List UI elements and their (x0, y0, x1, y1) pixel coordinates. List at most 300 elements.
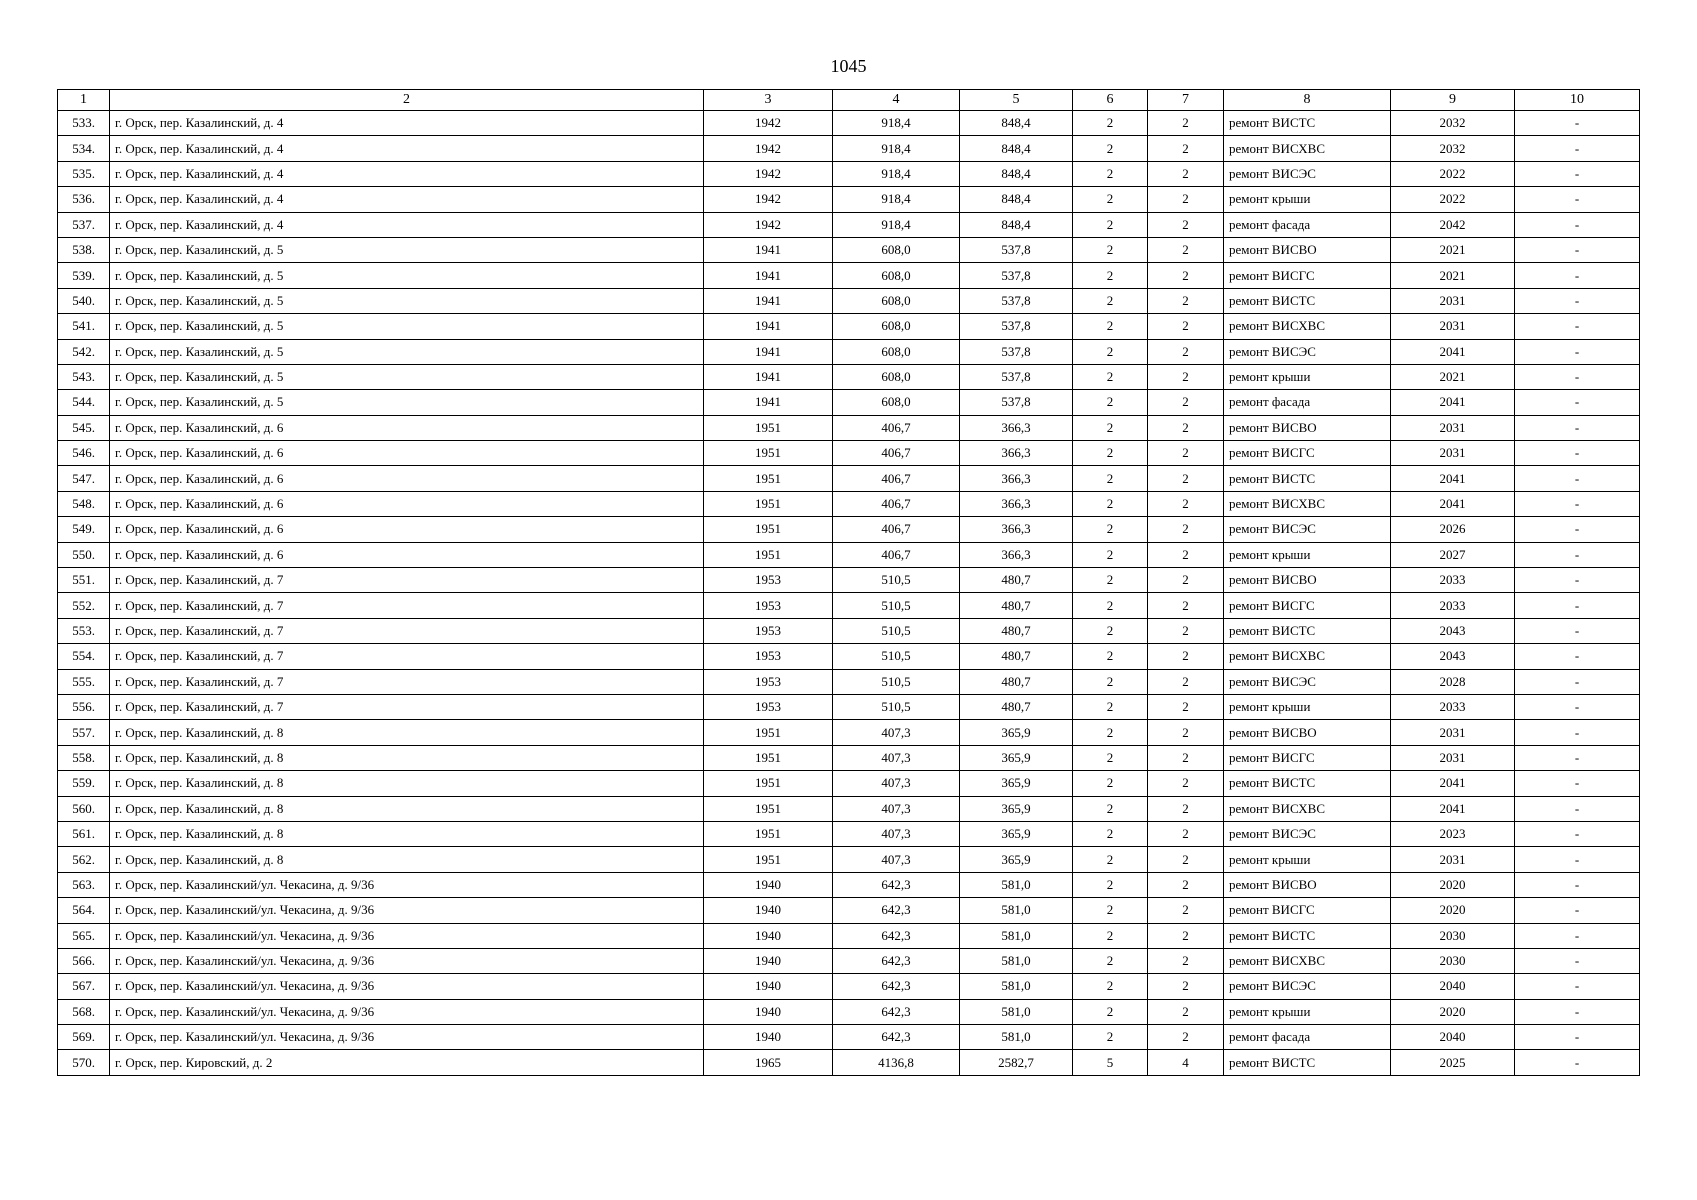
note-cell: - (1515, 593, 1640, 618)
row-index-cell: 542. (58, 339, 110, 364)
construction-year-cell: 1953 (704, 669, 833, 694)
table-row (58, 466, 1640, 491)
total-area-cell: 407,3 (833, 821, 960, 846)
entrances-cell: 2 (1148, 466, 1224, 491)
entrances-cell: 2 (1148, 948, 1224, 973)
entrances-cell: 2 (1148, 593, 1224, 618)
address-cell: г. Орск, пер. Казалинский, д. 4 (110, 161, 704, 186)
living-area-cell: 365,9 (960, 847, 1073, 872)
planned-year-cell: 2032 (1391, 111, 1515, 136)
work-type-cell: ремонт фасада (1224, 390, 1391, 415)
note-cell: - (1515, 263, 1640, 288)
table-row (58, 694, 1640, 719)
floors-cell: 2 (1073, 898, 1148, 923)
total-area-cell: 608,0 (833, 390, 960, 415)
planned-year-cell: 2021 (1391, 237, 1515, 262)
entrances-cell: 2 (1148, 237, 1224, 262)
row-index-cell: 566. (58, 948, 110, 973)
row-index-cell: 540. (58, 288, 110, 313)
living-area-cell: 366,3 (960, 542, 1073, 567)
construction-year-cell: 1951 (704, 821, 833, 846)
entrances-cell: 2 (1148, 847, 1224, 872)
floors-cell: 2 (1073, 136, 1148, 161)
living-area-cell: 848,4 (960, 136, 1073, 161)
address-cell: г. Орск, пер. Кировский, д. 2 (110, 1050, 704, 1075)
note-cell: - (1515, 187, 1640, 212)
table-row (58, 923, 1640, 948)
construction-year-cell: 1951 (704, 466, 833, 491)
living-area-cell: 366,3 (960, 491, 1073, 516)
entrances-cell: 2 (1148, 314, 1224, 339)
construction-year-cell: 1942 (704, 187, 833, 212)
planned-year-cell: 2040 (1391, 1025, 1515, 1050)
living-area-cell: 480,7 (960, 694, 1073, 719)
total-area-cell: 642,3 (833, 974, 960, 999)
planned-year-cell: 2030 (1391, 923, 1515, 948)
work-type-cell: ремонт ВИСЭС (1224, 974, 1391, 999)
construction-year-cell: 1942 (704, 212, 833, 237)
planned-year-cell: 2041 (1391, 390, 1515, 415)
row-index-cell: 558. (58, 745, 110, 770)
entrances-cell: 2 (1148, 187, 1224, 212)
work-type-cell: ремонт ВИСТС (1224, 923, 1391, 948)
planned-year-cell: 2026 (1391, 517, 1515, 542)
work-type-cell: ремонт фасада (1224, 212, 1391, 237)
row-index-cell: 547. (58, 466, 110, 491)
work-type-cell: ремонт ВИСВО (1224, 568, 1391, 593)
living-area-cell: 365,9 (960, 796, 1073, 821)
floors-cell: 2 (1073, 568, 1148, 593)
row-index-cell: 570. (58, 1050, 110, 1075)
note-cell: - (1515, 542, 1640, 567)
entrances-cell: 2 (1148, 898, 1224, 923)
floors-cell: 2 (1073, 771, 1148, 796)
address-cell: г. Орск, пер. Казалинский, д. 6 (110, 466, 704, 491)
total-area-cell: 510,5 (833, 593, 960, 618)
row-index-cell: 560. (58, 796, 110, 821)
entrances-cell: 2 (1148, 212, 1224, 237)
floors-cell: 2 (1073, 263, 1148, 288)
planned-year-cell: 2033 (1391, 593, 1515, 618)
table-row (58, 771, 1640, 796)
row-index-cell: 559. (58, 771, 110, 796)
address-cell: г. Орск, пер. Казалинский/ул. Чекасина, д. 9/36 (110, 898, 704, 923)
construction-year-cell: 1940 (704, 948, 833, 973)
address-cell: г. Орск, пер. Казалинский, д. 6 (110, 542, 704, 567)
row-index-cell: 569. (58, 1025, 110, 1050)
table-row (58, 593, 1640, 618)
note-cell: - (1515, 136, 1640, 161)
address-cell: г. Орск, пер. Казалинский, д. 4 (110, 187, 704, 212)
table-row (58, 948, 1640, 973)
row-index-cell: 568. (58, 999, 110, 1024)
note-cell: - (1515, 872, 1640, 897)
address-cell: г. Орск, пер. Казалинский, д. 8 (110, 720, 704, 745)
construction-year-cell: 1951 (704, 415, 833, 440)
construction-year-cell: 1951 (704, 745, 833, 770)
address-cell: г. Орск, пер. Казалинский, д. 8 (110, 847, 704, 872)
note-cell: - (1515, 568, 1640, 593)
address-cell: г. Орск, пер. Казалинский, д. 5 (110, 364, 704, 389)
living-area-cell: 366,3 (960, 415, 1073, 440)
total-area-cell: 407,3 (833, 771, 960, 796)
row-index-cell: 535. (58, 161, 110, 186)
address-cell: г. Орск, пер. Казалинский/ул. Чекасина, д. 9/36 (110, 872, 704, 897)
table-row (58, 187, 1640, 212)
living-area-cell: 365,9 (960, 821, 1073, 846)
work-type-cell: ремонт крыши (1224, 187, 1391, 212)
total-area-cell: 407,3 (833, 720, 960, 745)
work-type-cell: ремонт крыши (1224, 542, 1391, 567)
total-area-cell: 406,7 (833, 415, 960, 440)
work-type-cell: ремонт ВИСВО (1224, 415, 1391, 440)
living-area-cell: 581,0 (960, 872, 1073, 897)
address-cell: г. Орск, пер. Казалинский, д. 5 (110, 314, 704, 339)
address-cell: г. Орск, пер. Казалинский, д. 5 (110, 390, 704, 415)
address-cell: г. Орск, пер. Казалинский, д. 4 (110, 136, 704, 161)
construction-year-cell: 1940 (704, 1025, 833, 1050)
table-row (58, 720, 1640, 745)
construction-year-cell: 1942 (704, 161, 833, 186)
table-row (58, 745, 1640, 770)
table-row (58, 1025, 1640, 1050)
note-cell: - (1515, 237, 1640, 262)
floors-cell: 2 (1073, 872, 1148, 897)
total-area-cell: 510,5 (833, 644, 960, 669)
note-cell: - (1515, 669, 1640, 694)
living-area-cell: 365,9 (960, 720, 1073, 745)
planned-year-cell: 2027 (1391, 542, 1515, 567)
address-cell: г. Орск, пер. Казалинский, д. 7 (110, 568, 704, 593)
address-cell: г. Орск, пер. Казалинский, д. 4 (110, 212, 704, 237)
total-area-cell: 406,7 (833, 517, 960, 542)
total-area-cell: 510,5 (833, 694, 960, 719)
note-cell: - (1515, 644, 1640, 669)
table-row (58, 568, 1640, 593)
work-type-cell: ремонт ВИСЭС (1224, 517, 1391, 542)
living-area-cell: 848,4 (960, 212, 1073, 237)
construction-year-cell: 1940 (704, 923, 833, 948)
planned-year-cell: 2031 (1391, 847, 1515, 872)
address-cell: г. Орск, пер. Казалинский, д. 5 (110, 237, 704, 262)
total-area-cell: 642,3 (833, 898, 960, 923)
floors-cell: 2 (1073, 491, 1148, 516)
row-index-cell: 553. (58, 618, 110, 643)
row-index-cell: 533. (58, 111, 110, 136)
construction-year-cell: 1953 (704, 593, 833, 618)
address-cell: г. Орск, пер. Казалинский, д. 8 (110, 771, 704, 796)
work-type-cell: ремонт ВИСТС (1224, 288, 1391, 313)
planned-year-cell: 2041 (1391, 491, 1515, 516)
floors-cell: 2 (1073, 364, 1148, 389)
living-area-cell: 848,4 (960, 187, 1073, 212)
note-cell: - (1515, 821, 1640, 846)
row-index-cell: 557. (58, 720, 110, 745)
floors-cell: 2 (1073, 593, 1148, 618)
column-number-4: 4 (833, 90, 960, 111)
floors-cell: 2 (1073, 415, 1148, 440)
row-index-cell: 555. (58, 669, 110, 694)
entrances-cell: 2 (1148, 872, 1224, 897)
work-type-cell: ремонт фасада (1224, 1025, 1391, 1050)
total-area-cell: 406,7 (833, 542, 960, 567)
floors-cell: 2 (1073, 441, 1148, 466)
table-row (58, 415, 1640, 440)
table-row (58, 288, 1640, 313)
note-cell: - (1515, 796, 1640, 821)
floors-cell: 2 (1073, 161, 1148, 186)
entrances-cell: 2 (1148, 974, 1224, 999)
entrances-cell: 2 (1148, 415, 1224, 440)
construction-year-cell: 1940 (704, 999, 833, 1024)
row-index-cell: 550. (58, 542, 110, 567)
construction-year-cell: 1953 (704, 644, 833, 669)
living-area-cell: 366,3 (960, 517, 1073, 542)
construction-year-cell: 1965 (704, 1050, 833, 1075)
work-type-cell: ремонт ВИСГС (1224, 263, 1391, 288)
note-cell: - (1515, 111, 1640, 136)
address-cell: г. Орск, пер. Казалинский/ул. Чекасина, д. 9/36 (110, 948, 704, 973)
address-cell: г. Орск, пер. Казалинский/ул. Чекасина, д. 9/36 (110, 1025, 704, 1050)
work-type-cell: ремонт ВИСЭС (1224, 161, 1391, 186)
row-index-cell: 548. (58, 491, 110, 516)
repair-register-table (57, 89, 1640, 1076)
total-area-cell: 608,0 (833, 314, 960, 339)
note-cell: - (1515, 212, 1640, 237)
construction-year-cell: 1941 (704, 390, 833, 415)
entrances-cell: 2 (1148, 263, 1224, 288)
construction-year-cell: 1951 (704, 796, 833, 821)
construction-year-cell: 1941 (704, 364, 833, 389)
entrances-cell: 2 (1148, 1025, 1224, 1050)
entrances-cell: 2 (1148, 745, 1224, 770)
entrances-cell: 2 (1148, 821, 1224, 846)
total-area-cell: 406,7 (833, 466, 960, 491)
entrances-cell: 2 (1148, 288, 1224, 313)
planned-year-cell: 2022 (1391, 161, 1515, 186)
address-cell: г. Орск, пер. Казалинский/ул. Чекасина, д. 9/36 (110, 974, 704, 999)
row-index-cell: 538. (58, 237, 110, 262)
planned-year-cell: 2031 (1391, 415, 1515, 440)
floors-cell: 2 (1073, 720, 1148, 745)
table-row (58, 314, 1640, 339)
entrances-cell: 2 (1148, 669, 1224, 694)
floors-cell: 2 (1073, 974, 1148, 999)
living-area-cell: 848,4 (960, 111, 1073, 136)
floors-cell: 2 (1073, 796, 1148, 821)
total-area-cell: 642,3 (833, 999, 960, 1024)
address-cell: г. Орск, пер. Казалинский/ул. Чекасина, д. 9/36 (110, 999, 704, 1024)
planned-year-cell: 2043 (1391, 644, 1515, 669)
total-area-cell: 407,3 (833, 847, 960, 872)
planned-year-cell: 2023 (1391, 821, 1515, 846)
address-cell: г. Орск, пер. Казалинский, д. 5 (110, 263, 704, 288)
floors-cell: 2 (1073, 644, 1148, 669)
entrances-cell: 2 (1148, 644, 1224, 669)
living-area-cell: 581,0 (960, 999, 1073, 1024)
note-cell: - (1515, 771, 1640, 796)
planned-year-cell: 2042 (1391, 212, 1515, 237)
row-index-cell: 534. (58, 136, 110, 161)
note-cell: - (1515, 466, 1640, 491)
row-index-cell: 543. (58, 364, 110, 389)
planned-year-cell: 2031 (1391, 441, 1515, 466)
planned-year-cell: 2020 (1391, 898, 1515, 923)
floors-cell: 2 (1073, 542, 1148, 567)
row-index-cell: 544. (58, 390, 110, 415)
total-area-cell: 918,4 (833, 136, 960, 161)
row-index-cell: 556. (58, 694, 110, 719)
row-index-cell: 561. (58, 821, 110, 846)
construction-year-cell: 1942 (704, 136, 833, 161)
work-type-cell: ремонт ВИСТС (1224, 1050, 1391, 1075)
work-type-cell: ремонт ВИСГС (1224, 745, 1391, 770)
address-cell: г. Орск, пер. Казалинский, д. 5 (110, 339, 704, 364)
entrances-cell: 2 (1148, 364, 1224, 389)
work-type-cell: ремонт крыши (1224, 694, 1391, 719)
total-area-cell: 608,0 (833, 263, 960, 288)
row-index-cell: 549. (58, 517, 110, 542)
planned-year-cell: 2033 (1391, 568, 1515, 593)
address-cell: г. Орск, пер. Казалинский, д. 6 (110, 517, 704, 542)
living-area-cell: 848,4 (960, 161, 1073, 186)
floors-cell: 2 (1073, 390, 1148, 415)
floors-cell: 2 (1073, 923, 1148, 948)
row-index-cell: 554. (58, 644, 110, 669)
table-row (58, 212, 1640, 237)
construction-year-cell: 1941 (704, 237, 833, 262)
row-index-cell: 551. (58, 568, 110, 593)
table-row (58, 644, 1640, 669)
construction-year-cell: 1951 (704, 491, 833, 516)
living-area-cell: 365,9 (960, 745, 1073, 770)
note-cell: - (1515, 390, 1640, 415)
table-row (58, 999, 1640, 1024)
table-row (58, 517, 1640, 542)
entrances-cell: 2 (1148, 694, 1224, 719)
table-row (58, 161, 1640, 186)
floors-cell: 2 (1073, 212, 1148, 237)
work-type-cell: ремонт ВИСТС (1224, 771, 1391, 796)
living-area-cell: 480,7 (960, 669, 1073, 694)
total-area-cell: 406,7 (833, 491, 960, 516)
living-area-cell: 366,3 (960, 466, 1073, 491)
row-index-cell: 541. (58, 314, 110, 339)
entrances-cell: 2 (1148, 618, 1224, 643)
address-cell: г. Орск, пер. Казалинский, д. 7 (110, 644, 704, 669)
planned-year-cell: 2041 (1391, 771, 1515, 796)
row-index-cell: 562. (58, 847, 110, 872)
construction-year-cell: 1940 (704, 898, 833, 923)
row-index-cell: 552. (58, 593, 110, 618)
planned-year-cell: 2020 (1391, 872, 1515, 897)
page-number: 1045 (830, 56, 867, 76)
work-type-cell: ремонт ВИСХВС (1224, 644, 1391, 669)
total-area-cell: 642,3 (833, 923, 960, 948)
total-area-cell: 608,0 (833, 237, 960, 262)
note-cell: - (1515, 491, 1640, 516)
floors-cell: 2 (1073, 1025, 1148, 1050)
construction-year-cell: 1941 (704, 314, 833, 339)
note-cell: - (1515, 694, 1640, 719)
column-number-6: 6 (1073, 90, 1148, 111)
construction-year-cell: 1941 (704, 288, 833, 313)
construction-year-cell: 1951 (704, 720, 833, 745)
living-area-cell: 581,0 (960, 948, 1073, 973)
note-cell: - (1515, 948, 1640, 973)
work-type-cell: ремонт ВИСТС (1224, 466, 1391, 491)
construction-year-cell: 1953 (704, 568, 833, 593)
living-area-cell: 365,9 (960, 771, 1073, 796)
construction-year-cell: 1942 (704, 111, 833, 136)
floors-cell: 2 (1073, 237, 1148, 262)
floors-cell: 2 (1073, 288, 1148, 313)
total-area-cell: 407,3 (833, 796, 960, 821)
table-row (58, 974, 1640, 999)
entrances-cell: 4 (1148, 1050, 1224, 1075)
floors-cell: 2 (1073, 339, 1148, 364)
column-number-9: 9 (1391, 90, 1515, 111)
column-number-3: 3 (704, 90, 833, 111)
living-area-cell: 480,7 (960, 568, 1073, 593)
note-cell: - (1515, 339, 1640, 364)
row-index-cell: 567. (58, 974, 110, 999)
table-row (58, 669, 1640, 694)
planned-year-cell: 2032 (1391, 136, 1515, 161)
planned-year-cell: 2043 (1391, 618, 1515, 643)
work-type-cell: ремонт крыши (1224, 364, 1391, 389)
note-cell: - (1515, 161, 1640, 186)
living-area-cell: 581,0 (960, 1025, 1073, 1050)
planned-year-cell: 2041 (1391, 796, 1515, 821)
total-area-cell: 406,7 (833, 441, 960, 466)
table-body (58, 111, 1640, 1076)
living-area-cell: 480,7 (960, 618, 1073, 643)
total-area-cell: 510,5 (833, 568, 960, 593)
row-index-cell: 546. (58, 441, 110, 466)
address-cell: г. Орск, пер. Казалинский, д. 7 (110, 694, 704, 719)
note-cell: - (1515, 999, 1640, 1024)
table-row (58, 390, 1640, 415)
entrances-cell: 2 (1148, 542, 1224, 567)
living-area-cell: 537,8 (960, 314, 1073, 339)
table-row (58, 898, 1640, 923)
note-cell: - (1515, 415, 1640, 440)
entrances-cell: 2 (1148, 441, 1224, 466)
planned-year-cell: 2025 (1391, 1050, 1515, 1075)
address-cell: г. Орск, пер. Казалинский, д. 7 (110, 593, 704, 618)
table-row (58, 618, 1640, 643)
planned-year-cell: 2021 (1391, 364, 1515, 389)
column-number-7: 7 (1148, 90, 1224, 111)
work-type-cell: ремонт ВИСГС (1224, 593, 1391, 618)
living-area-cell: 537,8 (960, 390, 1073, 415)
table-row (58, 136, 1640, 161)
living-area-cell: 537,8 (960, 339, 1073, 364)
column-number-row (58, 90, 1640, 111)
table-row (58, 237, 1640, 262)
planned-year-cell: 2021 (1391, 263, 1515, 288)
entrances-cell: 2 (1148, 568, 1224, 593)
construction-year-cell: 1951 (704, 542, 833, 567)
column-number-1: 1 (58, 90, 110, 111)
entrances-cell: 2 (1148, 796, 1224, 821)
table-row (58, 339, 1640, 364)
construction-year-cell: 1941 (704, 263, 833, 288)
table-row (58, 263, 1640, 288)
construction-year-cell: 1951 (704, 847, 833, 872)
construction-year-cell: 1951 (704, 517, 833, 542)
